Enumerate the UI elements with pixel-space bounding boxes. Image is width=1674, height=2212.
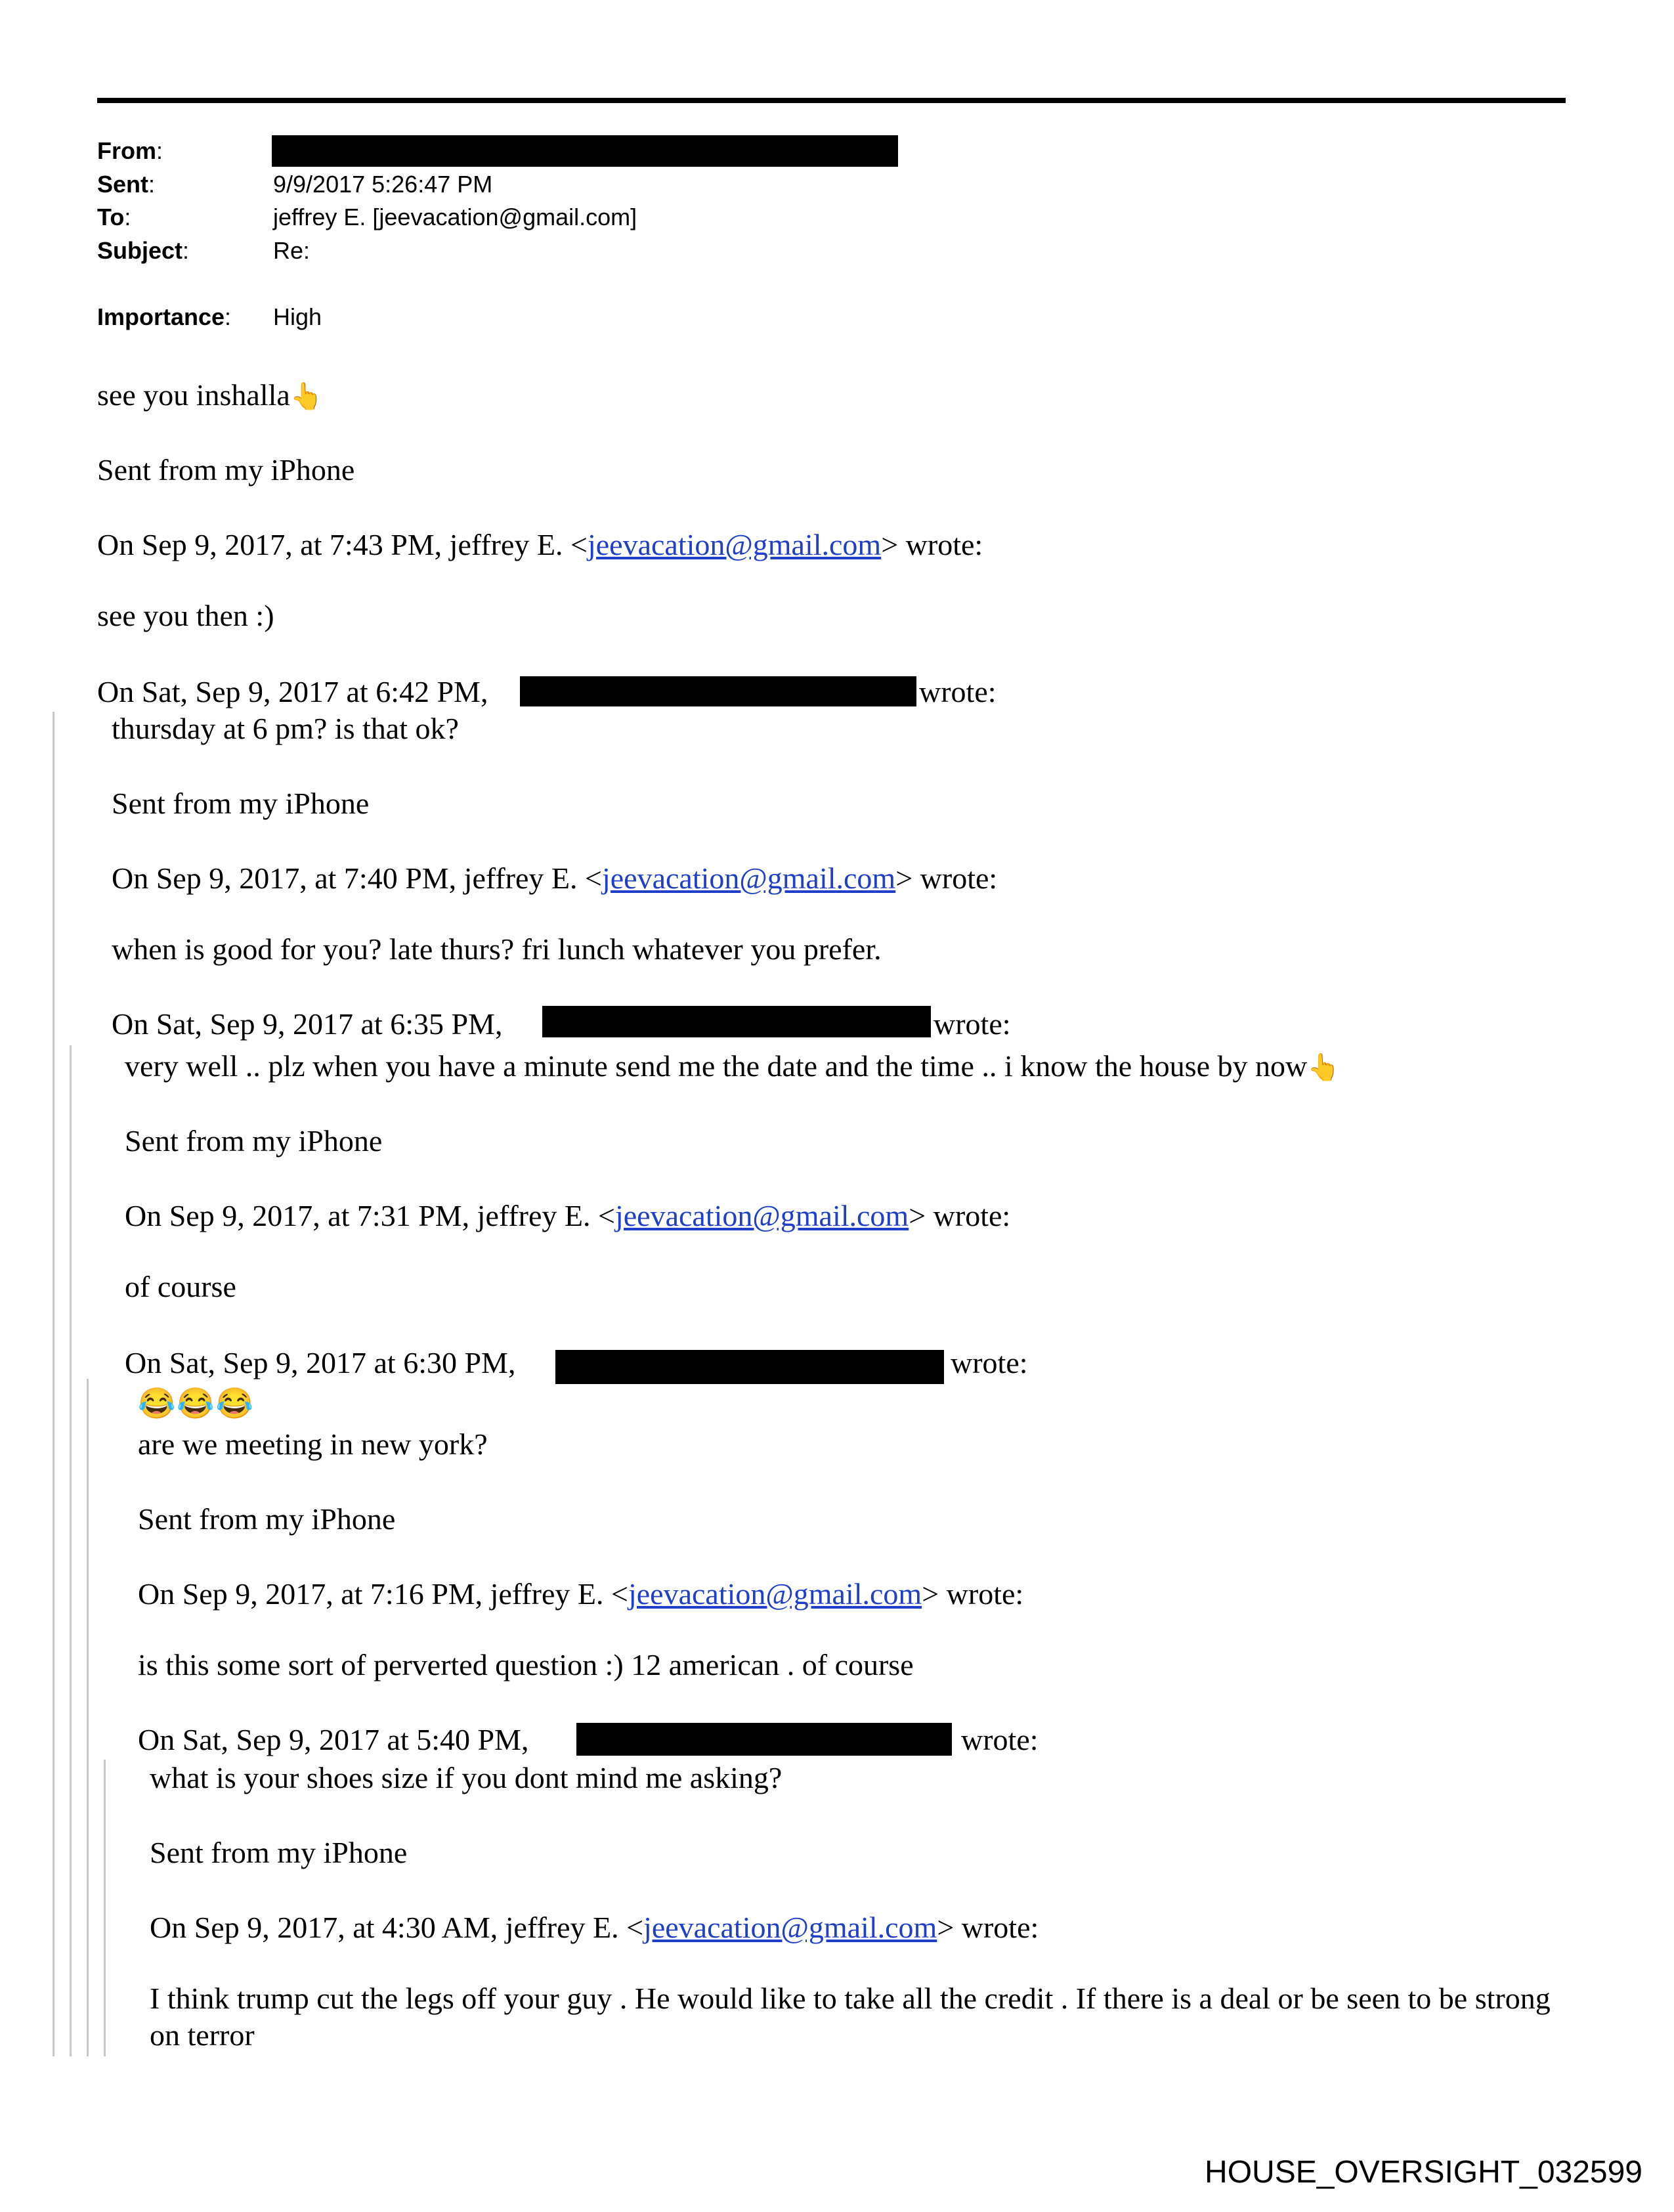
quote-header-8-wrote: wrote: xyxy=(961,1723,1039,1756)
quote-bar-2 xyxy=(70,1045,72,2056)
importance-label: Importance xyxy=(97,303,225,330)
quote-header-2: On Sat, Sep 9, 2017 at 6:42 PM, xyxy=(97,675,488,708)
importance-label-row: Importance: xyxy=(97,303,232,330)
body-line-2: Sent from my iPhone xyxy=(97,453,355,487)
redaction-from xyxy=(272,135,898,167)
importance-value: High xyxy=(273,303,322,330)
body-line-13: what is your shoes size if you dont mind me asking? xyxy=(150,1761,783,1794)
body-line-7: very well .. plz when you have a minute send me the date and the time .. i know the house by now👆 xyxy=(125,1048,1340,1086)
subject-label: Subject xyxy=(97,237,183,264)
body-line-9: of course xyxy=(125,1270,236,1303)
email-link-7[interactable]: jeevacation@gmail.com xyxy=(628,1577,922,1611)
quote-header-6: On Sat, Sep 9, 2017 at 6:30 PM, xyxy=(125,1346,516,1379)
redaction-6 xyxy=(555,1350,944,1384)
body-line-8: Sent from my iPhone xyxy=(125,1124,383,1158)
email-link-3[interactable]: jeevacation@gmail.com xyxy=(601,861,896,895)
sent-label: Sent xyxy=(97,171,149,198)
body-line-4: thursday at 6 pm? is that ok? xyxy=(112,712,459,745)
email-link-9[interactable]: jeevacation@gmail.com xyxy=(643,1911,937,1944)
to-label: To xyxy=(97,204,125,230)
to-label-row: To: xyxy=(97,204,131,230)
subject-label-row: Subject: xyxy=(97,237,190,264)
quote-header-7: On Sep 9, 2017, at 7:16 PM, jeffrey E. <jeevacation@gmail.com> wrote: xyxy=(138,1577,1024,1611)
email-link-5[interactable]: jeevacation@gmail.com xyxy=(614,1199,909,1232)
quote-header-5: On Sep 9, 2017, at 7:31 PM, jeffrey E. <jeevacation@gmail.com> wrote: xyxy=(125,1199,1011,1232)
redaction-4 xyxy=(542,1006,931,1037)
quote-header-1: On Sep 9, 2017, at 7:43 PM, jeffrey E. <jeevacation@gmail.com> wrote: xyxy=(97,528,983,561)
redaction-2 xyxy=(520,676,916,706)
redaction-8 xyxy=(576,1723,952,1756)
quote-header-2-wrote: wrote: xyxy=(919,675,997,708)
quote-header-8: On Sat, Sep 9, 2017 at 5:40 PM, xyxy=(138,1723,529,1756)
quote-header-9: On Sep 9, 2017, at 4:30 AM, jeffrey E. <jeevacation@gmail.com> wrote: xyxy=(150,1911,1039,1944)
body-line-3: see you then :) xyxy=(97,599,274,632)
body-line-15: I think trump cut the legs off your guy . He would like to take all the credit . If there is a deal or be seen to be strong on terror xyxy=(150,1982,1551,2052)
quote-header-4: On Sat, Sep 9, 2017 at 6:35 PM, xyxy=(112,1007,503,1041)
quote-header-4-wrote: wrote: xyxy=(934,1007,1011,1041)
body-line-5: Sent from my iPhone xyxy=(112,787,370,820)
body-line-1: see you inshalla👆 xyxy=(97,377,323,415)
sent-value: 9/9/2017 5:26:47 PM xyxy=(273,171,493,198)
header-rule xyxy=(97,98,1566,103)
quote-bar-3 xyxy=(87,1379,89,2056)
subject-value: Re: xyxy=(273,237,311,264)
pointing-hand-icon: 👆 xyxy=(1307,1052,1341,1082)
from-label: From xyxy=(97,137,156,164)
email-link-1[interactable]: jeevacation@gmail.com xyxy=(587,528,882,561)
quote-header-6-wrote: wrote: xyxy=(951,1346,1028,1379)
pointing-hand-icon: 👆 xyxy=(290,381,323,411)
body-line-10: are we meeting in new york? xyxy=(138,1427,488,1461)
quote-bar-4 xyxy=(104,1760,106,2056)
body-line-14: Sent from my iPhone xyxy=(150,1836,408,1869)
from-label-row: From: xyxy=(97,137,163,164)
quote-bar-1 xyxy=(53,712,54,2056)
laughing-emoji-row: 😂😂😂 xyxy=(138,1387,255,1420)
body-line-12: is this some sort of perverted question :) 12 american . of course xyxy=(138,1648,914,1681)
to-value: jeffrey E. [jeevacation@gmail.com] xyxy=(273,204,637,230)
bates-number: HOUSE_OVERSIGHT_032599 xyxy=(1205,2155,1642,2190)
body-line-6: when is good for you? late thurs? fri lunch whatever you prefer. xyxy=(112,932,882,966)
sent-label-row: Sent: xyxy=(97,171,156,198)
quote-header-3: On Sep 9, 2017, at 7:40 PM, jeffrey E. <jeevacation@gmail.com> wrote: xyxy=(112,861,998,895)
body-line-11: Sent from my iPhone xyxy=(138,1502,396,1536)
